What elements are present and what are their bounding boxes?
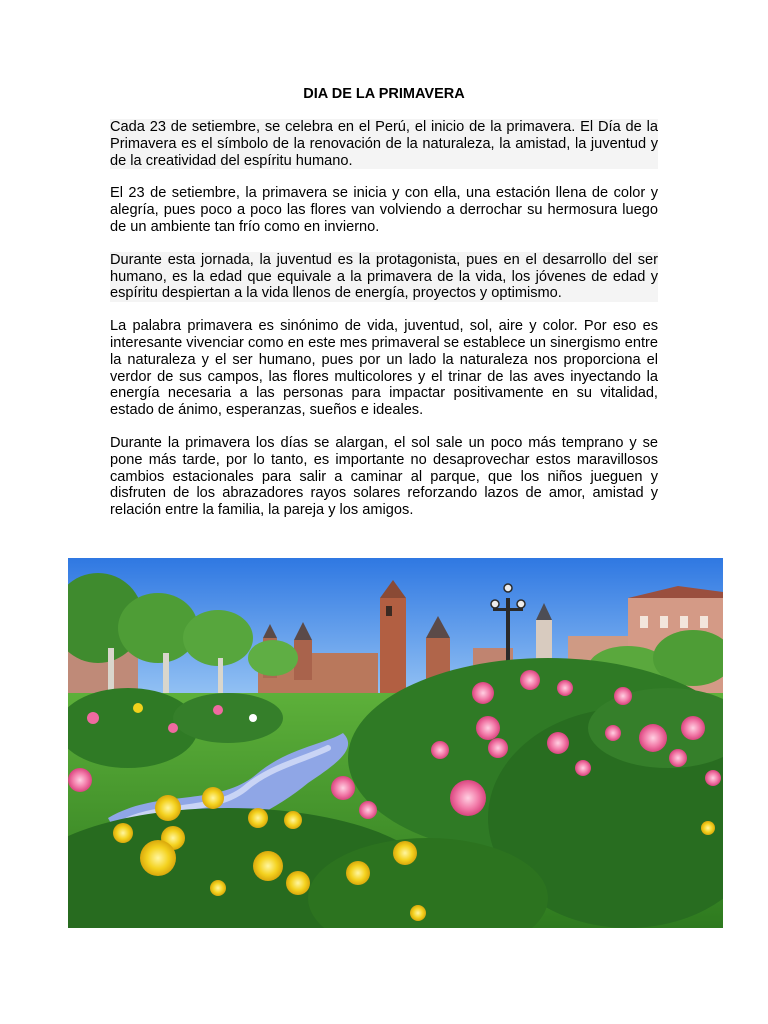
garden-illustration bbox=[68, 558, 723, 928]
paragraph-5: Durante la primavera los días se alargan, el sol sale un poco más temprano y se pone más tarde, por lo tanto, es importante no desaprovechar estos maravillosos cambios estacionales para salir a caminar al parque, que los niños jueguen y disfruten de los abrazadores rayos solares reforzando lazos de amor, amistad y relación entre la familia, la pareja y los amigos. bbox=[110, 434, 658, 519]
document-body bbox=[110, 119, 658, 535]
paragraph-2: El 23 de setiembre, la primavera se inicia y con ella, una estación llena de color y alegría, pues poco a poco las flores van volviendo a derrochar su hermosura luego de un ambiente tan frío como en invierno. bbox=[110, 185, 658, 235]
spring-garden-photo bbox=[68, 558, 723, 928]
paragraph-4: La palabra primavera es sinónimo de vida, juventud, sol, aire y color. Por eso es interesante vivenciar como en este mes primaveral se establece un sinergismo entre la naturaleza y el ser humano, pues por un lado la naturaleza nos proporciona el verdor de sus campos, las flores multicolores y el trinar de las aves inyectando la energía necesaria a las personas para impactar positivamente en su vitalidad, estado de ánimo, esperanzas, sueños e ideales. bbox=[110, 318, 658, 419]
paragraph-3: Durante esta jornada, la juventud es la protagonista, pues en el desarrollo del ser humano, es la edad que equivale a la primavera de la vida, los jóvenes de edad y espíritu despiertan a la vida llenos de energía, proyectos y optimismo. bbox=[110, 251, 658, 302]
paragraph-1: Cada 23 de setiembre, se celebra en el Perú, el inicio de la primavera. El Día de la Primavera es el símbolo de la renovación de la naturaleza, la amistad, la juventud y de la creatividad del espíritu humano. bbox=[110, 119, 658, 169]
page-title: DIA DE LA PRIMAVERA bbox=[303, 86, 465, 102]
